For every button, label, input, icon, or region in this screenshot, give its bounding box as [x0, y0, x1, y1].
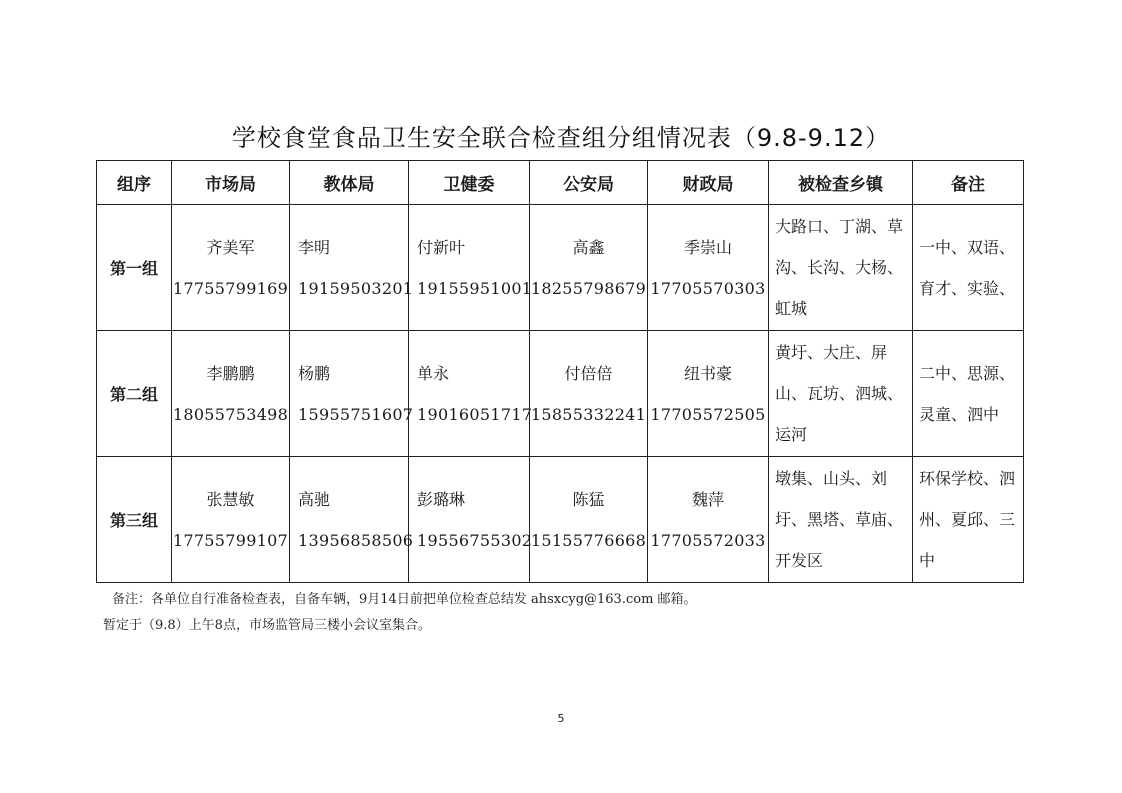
contact-phone: 17755799169: [172, 278, 289, 298]
contact-name: 彭璐琳: [417, 489, 466, 509]
contact-phone: 17755799107: [172, 530, 289, 550]
contact-name: 纽书豪: [683, 363, 732, 383]
contact-phone: 17705572033: [650, 530, 766, 550]
market-contact: [172, 331, 290, 457]
inspected-towns-cell: [769, 457, 913, 583]
header-public-security-bureau: 公安局: [530, 161, 648, 205]
contact-phone: 18055753498: [172, 404, 289, 424]
education-contact: [290, 331, 414, 457]
remarks-cell: [913, 331, 1024, 457]
finance-contact: [648, 331, 769, 457]
finance-contact: [648, 457, 769, 583]
contact-phone: 15155776668: [530, 530, 647, 550]
header-inspected-towns: 被检查乡镇: [769, 161, 913, 205]
header-finance-bureau: 财政局: [648, 161, 769, 205]
contact-name: 齐美军: [206, 237, 255, 257]
contact-name: 魏萍: [691, 489, 724, 509]
header-remarks: 备注: [913, 161, 1024, 205]
page-number: 5: [557, 712, 565, 725]
remarks-cell: [913, 205, 1024, 331]
contact-name: 高驰: [298, 489, 331, 509]
contact-name: 张慧敏: [206, 489, 255, 509]
inspected-towns-cell: [769, 331, 913, 457]
header-health-commission: 卫健委: [409, 161, 530, 205]
table-row: [97, 331, 1024, 457]
education-contact: [290, 205, 414, 331]
contact-phone: 17705570303: [650, 278, 766, 298]
footnote-meeting: 暂定于（9.8）上午8点，市场监管局三楼小会议室集合。: [103, 618, 431, 633]
police-contact: [530, 457, 648, 583]
remarks-cell: [913, 457, 1024, 583]
contact-name: 季崇山: [683, 237, 732, 257]
group-label: 第二组: [97, 331, 172, 457]
inspected-towns: 黄圩、大庄、屏山、瓦坊、泗城、运河: [775, 343, 904, 444]
table-row: [97, 205, 1024, 331]
contact-name: 李鹏鹏: [206, 363, 255, 383]
contact-phone: 17705572505: [650, 404, 766, 424]
remarks-text: 环保学校、泗州、夏邱、三中: [919, 469, 1016, 570]
contact-phone: 18255798679: [530, 278, 647, 298]
contact-phone: 19556755302: [417, 530, 533, 550]
contact-name: 陈猛: [572, 489, 605, 509]
health-contact: [409, 331, 533, 457]
page-title: 学校食堂食品卫生安全联合检查组分组情况表（9.8-9.12）: [231, 124, 891, 152]
contact-name: 付倍倍: [564, 363, 613, 383]
health-contact: [409, 457, 533, 583]
contact-phone: 13956858506: [298, 530, 414, 550]
contact-name: 单永: [417, 363, 450, 383]
header-group-order: 组序: [97, 161, 172, 205]
contact-name: 付新叶: [417, 237, 466, 257]
header-market-bureau: 市场局: [172, 161, 290, 205]
group-label: 第三组: [97, 457, 172, 583]
contact-phone: 15855332241: [530, 404, 647, 424]
inspected-towns-cell: [769, 205, 913, 331]
header-education-bureau: 教体局: [290, 161, 409, 205]
market-contact: [172, 205, 290, 331]
contact-name: 李明: [298, 237, 331, 257]
market-contact: [172, 457, 290, 583]
education-contact: [290, 457, 414, 583]
remarks-text: 一中、双语、育才、实验、: [919, 237, 1016, 298]
contact-phone: 19159503201: [298, 278, 414, 298]
police-contact: [530, 205, 648, 331]
finance-contact: [648, 205, 769, 331]
table-row: [97, 457, 1024, 583]
inspected-towns: 墩集、山头、刘圩、黑塔、草庙、开发区: [775, 469, 904, 570]
contact-phone: 15955751607: [298, 404, 414, 424]
contact-phone: 19155951001: [417, 278, 533, 298]
contact-name: 杨鹏: [298, 363, 331, 383]
group-label: 第一组: [97, 205, 172, 331]
police-contact: [530, 331, 648, 457]
contact-name: 高鑫: [572, 237, 605, 257]
inspected-towns: 大路口、丁湖、草沟、长沟、大杨、虹城: [775, 217, 904, 318]
inspection-group-table: [96, 160, 1024, 583]
table-header-row: [97, 161, 1024, 205]
remarks-text: 二中、思源、灵童、泗中: [919, 363, 1016, 424]
health-contact: [409, 205, 533, 331]
contact-phone: 19016051717: [417, 404, 533, 424]
footnote-remarks: 备注：各单位自行准备检查表，自备车辆，9月14日前把单位检查总结发 ahsxcyg@163.com 邮箱。: [112, 592, 697, 607]
